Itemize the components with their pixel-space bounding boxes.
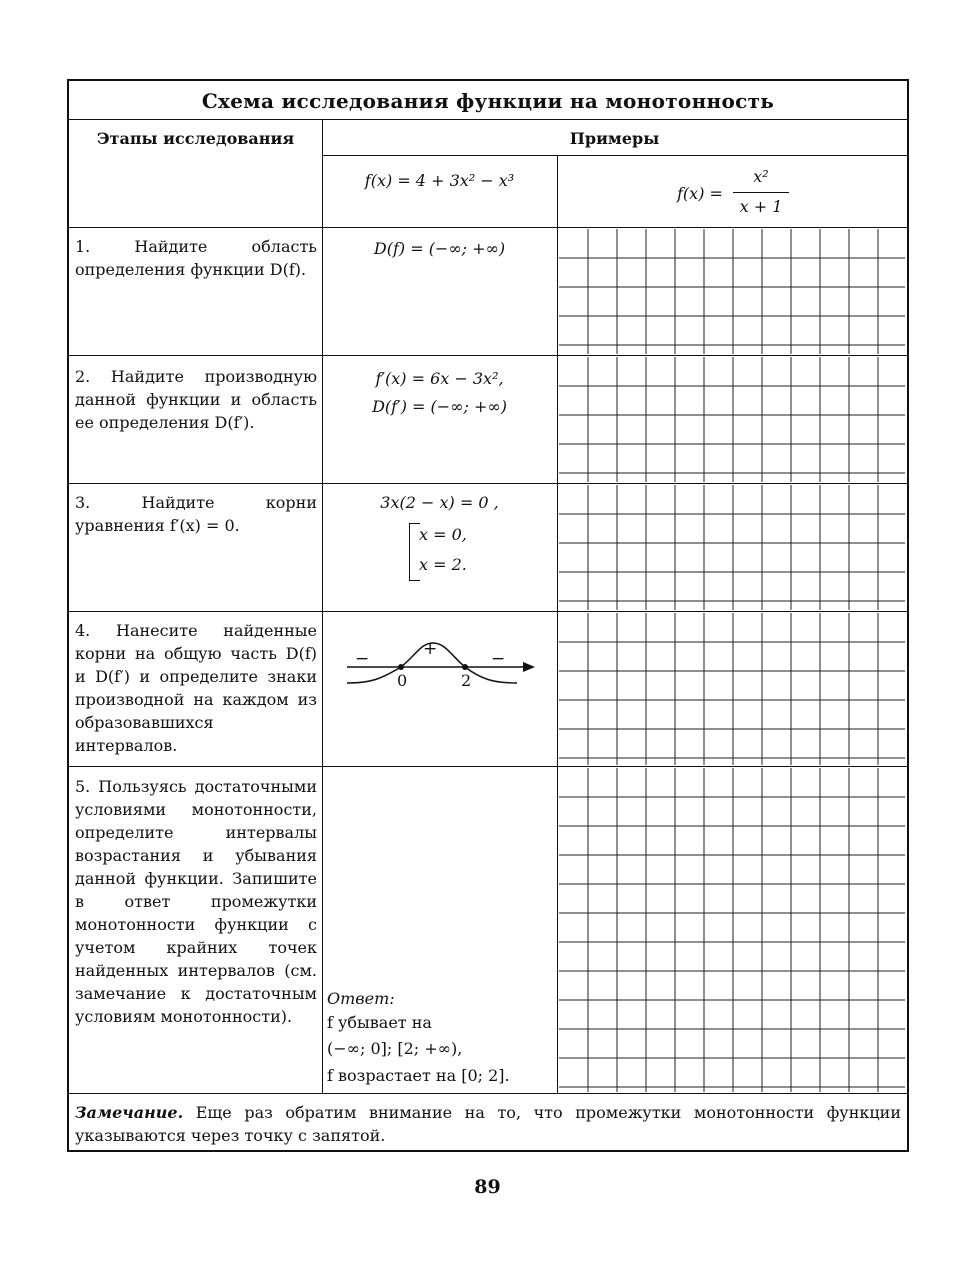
step-4-text: 4. Нанесите найденные корни на общую часть D(f) и D(f′) и определите знаки производной на каждом из образовавшихся интервалов. <box>75 621 317 755</box>
header-steps: Этапы исследования <box>96 129 295 148</box>
grid-row3-svg <box>559 485 905 610</box>
col-divider-1 <box>322 119 323 1093</box>
rule-row2 <box>69 355 907 356</box>
note <box>75 1101 901 1147</box>
sign-diagram-svg <box>341 637 541 697</box>
step-1-text: 1. Найдите область определения функции D(f). <box>75 237 317 279</box>
answer-line3: f возрастает на [0; 2]. <box>327 1066 510 1085</box>
func2-numerator: x² <box>753 167 769 186</box>
fraction-bar <box>733 192 789 193</box>
grid-row4-svg <box>559 613 905 765</box>
rule-func-header <box>322 155 907 156</box>
grid-row2-svg <box>559 357 905 482</box>
grid-row1 <box>559 229 905 354</box>
page-number: 89 <box>474 1176 501 1198</box>
axis-arrow <box>523 662 535 672</box>
sign-minus-left: − <box>355 649 370 669</box>
rule-row1 <box>69 227 907 228</box>
example-3-line2: x = 0, <box>419 525 467 544</box>
step-3-text: 3. Найдите корни уравнения f′(x) = 0. <box>75 493 317 535</box>
func2-denominator: x + 1 <box>739 197 783 216</box>
example-3-line1: 3x(2 − x) = 0 , <box>380 493 499 512</box>
root-point-0 <box>398 664 404 670</box>
answer-line1: f убывает на <box>327 1013 432 1032</box>
rule-title <box>69 119 907 120</box>
answer-label: Ответ: <box>327 989 395 1008</box>
step-2-text: 2. Найдите производную данной функции и область ее определения D(f′). <box>75 367 317 432</box>
col-divider-2 <box>557 155 558 1093</box>
rule-row5 <box>69 766 907 767</box>
example-2-line2: D(f′) = (−∞; +∞) <box>372 397 507 416</box>
header-func2 <box>557 165 907 221</box>
answer-line2: (−∞; 0]; [2; +∞), <box>327 1039 463 1058</box>
note-label: Замечание. <box>75 1103 184 1122</box>
note-text: Еще раз обратим внимание на то, что промежутки монотонности функции указываются через точку с запятой. <box>75 1103 901 1145</box>
grid-row2 <box>559 357 905 482</box>
header-examples: Примеры <box>569 129 660 148</box>
grid-row4 <box>559 613 905 765</box>
sign-diagram <box>341 637 541 697</box>
grid-row3 <box>559 485 905 610</box>
example-3-line3: x = 2. <box>419 555 467 574</box>
example-1: D(f) = (−∞; +∞) <box>373 239 506 258</box>
rule-note <box>69 1093 907 1094</box>
func2-lhs: f(x) = <box>677 184 723 203</box>
table-frame <box>67 79 909 1152</box>
grid-row5-svg <box>559 768 905 1092</box>
sign-minus-right: − <box>491 649 506 669</box>
step-5-text: 5. Пользуясь достаточными условиями монотонности, определите интервалы возрастания и убывания данной функции. Запишите в ответ промежутки монотонности функции с учетом крайних точек найденных интервалов (см. замечание к достаточным условиям монотонности). <box>75 777 317 1026</box>
grid-row1-svg <box>559 229 905 354</box>
page-title: Схема исследования функции на монотонность <box>201 89 775 113</box>
tick-label-2: 2 <box>461 671 472 690</box>
rule-row3 <box>69 483 907 484</box>
root-point-2 <box>462 664 468 670</box>
rule-row4 <box>69 611 907 612</box>
tick-label-0: 0 <box>397 671 408 690</box>
sign-plus: + <box>423 639 438 659</box>
grid-row5 <box>559 768 905 1092</box>
header-func1: f(x) = 4 + 3x² − x³ <box>364 171 515 190</box>
example-2-line1: f′(x) = 6x − 3x², <box>375 369 504 388</box>
